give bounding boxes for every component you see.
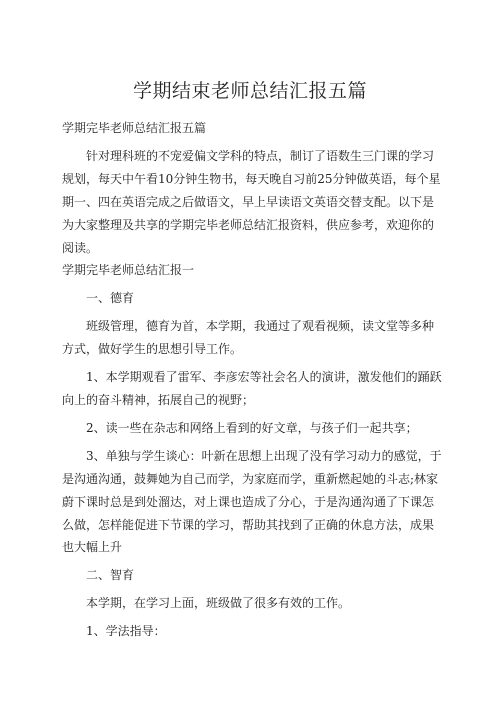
subtitle-paragraph: 学期完毕老师总结汇报五篇 <box>62 121 207 135</box>
paragraph-item-1: 1、本学期观看了雷军、李彦宏等社会名人的演讲，激发他们的踊跃向上的奋斗精神，拓展自己的视野； <box>62 370 442 407</box>
intro-paragraph: 针对理科班的不宠爱偏文学科的特点，制订了语数生三门课的学习规划，每天中午看10分钟生物书，每天晚自习前25分钟做英语，每个星期一、四在英语完成之后做语文，早上早读语文英语交替支配。以下是为大家整理及共享的学期完毕老师总结汇报资料，供应参考，欢迎你的阅读。 <box>62 148 441 255</box>
paragraph-class-management: 班级管理，德育为首，本学期，我通过了观看视频，读文堂等多种方式，做好学生的思想引导工作。 <box>62 319 435 357</box>
paragraph-learning-work: 本学期，在学习上面，班级做了很多有效的工作。 <box>86 596 351 611</box>
heading-moral-education: 一、德育 <box>86 291 135 306</box>
paragraph-item-2: 2、读一些在杂志和网络上看到的好文章，与孩子们一起共享； <box>86 420 418 435</box>
document-body <box>62 117 442 643</box>
heading-intellectual-education: 二、智育 <box>86 568 135 583</box>
section-heading-report-one: 学期完毕老师总结汇报一 <box>62 263 195 278</box>
document-title: 学期结束老师总结汇报五篇 <box>132 80 367 102</box>
paragraph-item-3: 3、单独与学生谈心：叶新在思想上出现了没有学习动力的感觉，于是沟通沟通，鼓舞她为自己而学，为家庭而学，重新燃起她的斗志;林家蔚下课时总是到处溜达，对上课也造成了分心，于是沟通沟通了下课怎么做，怎样能促进下节课的学习，帮助其找到了正确的休息方法，成果也大幅上升 <box>62 448 442 555</box>
paragraph-study-method: 1、学法指导： <box>86 624 166 639</box>
